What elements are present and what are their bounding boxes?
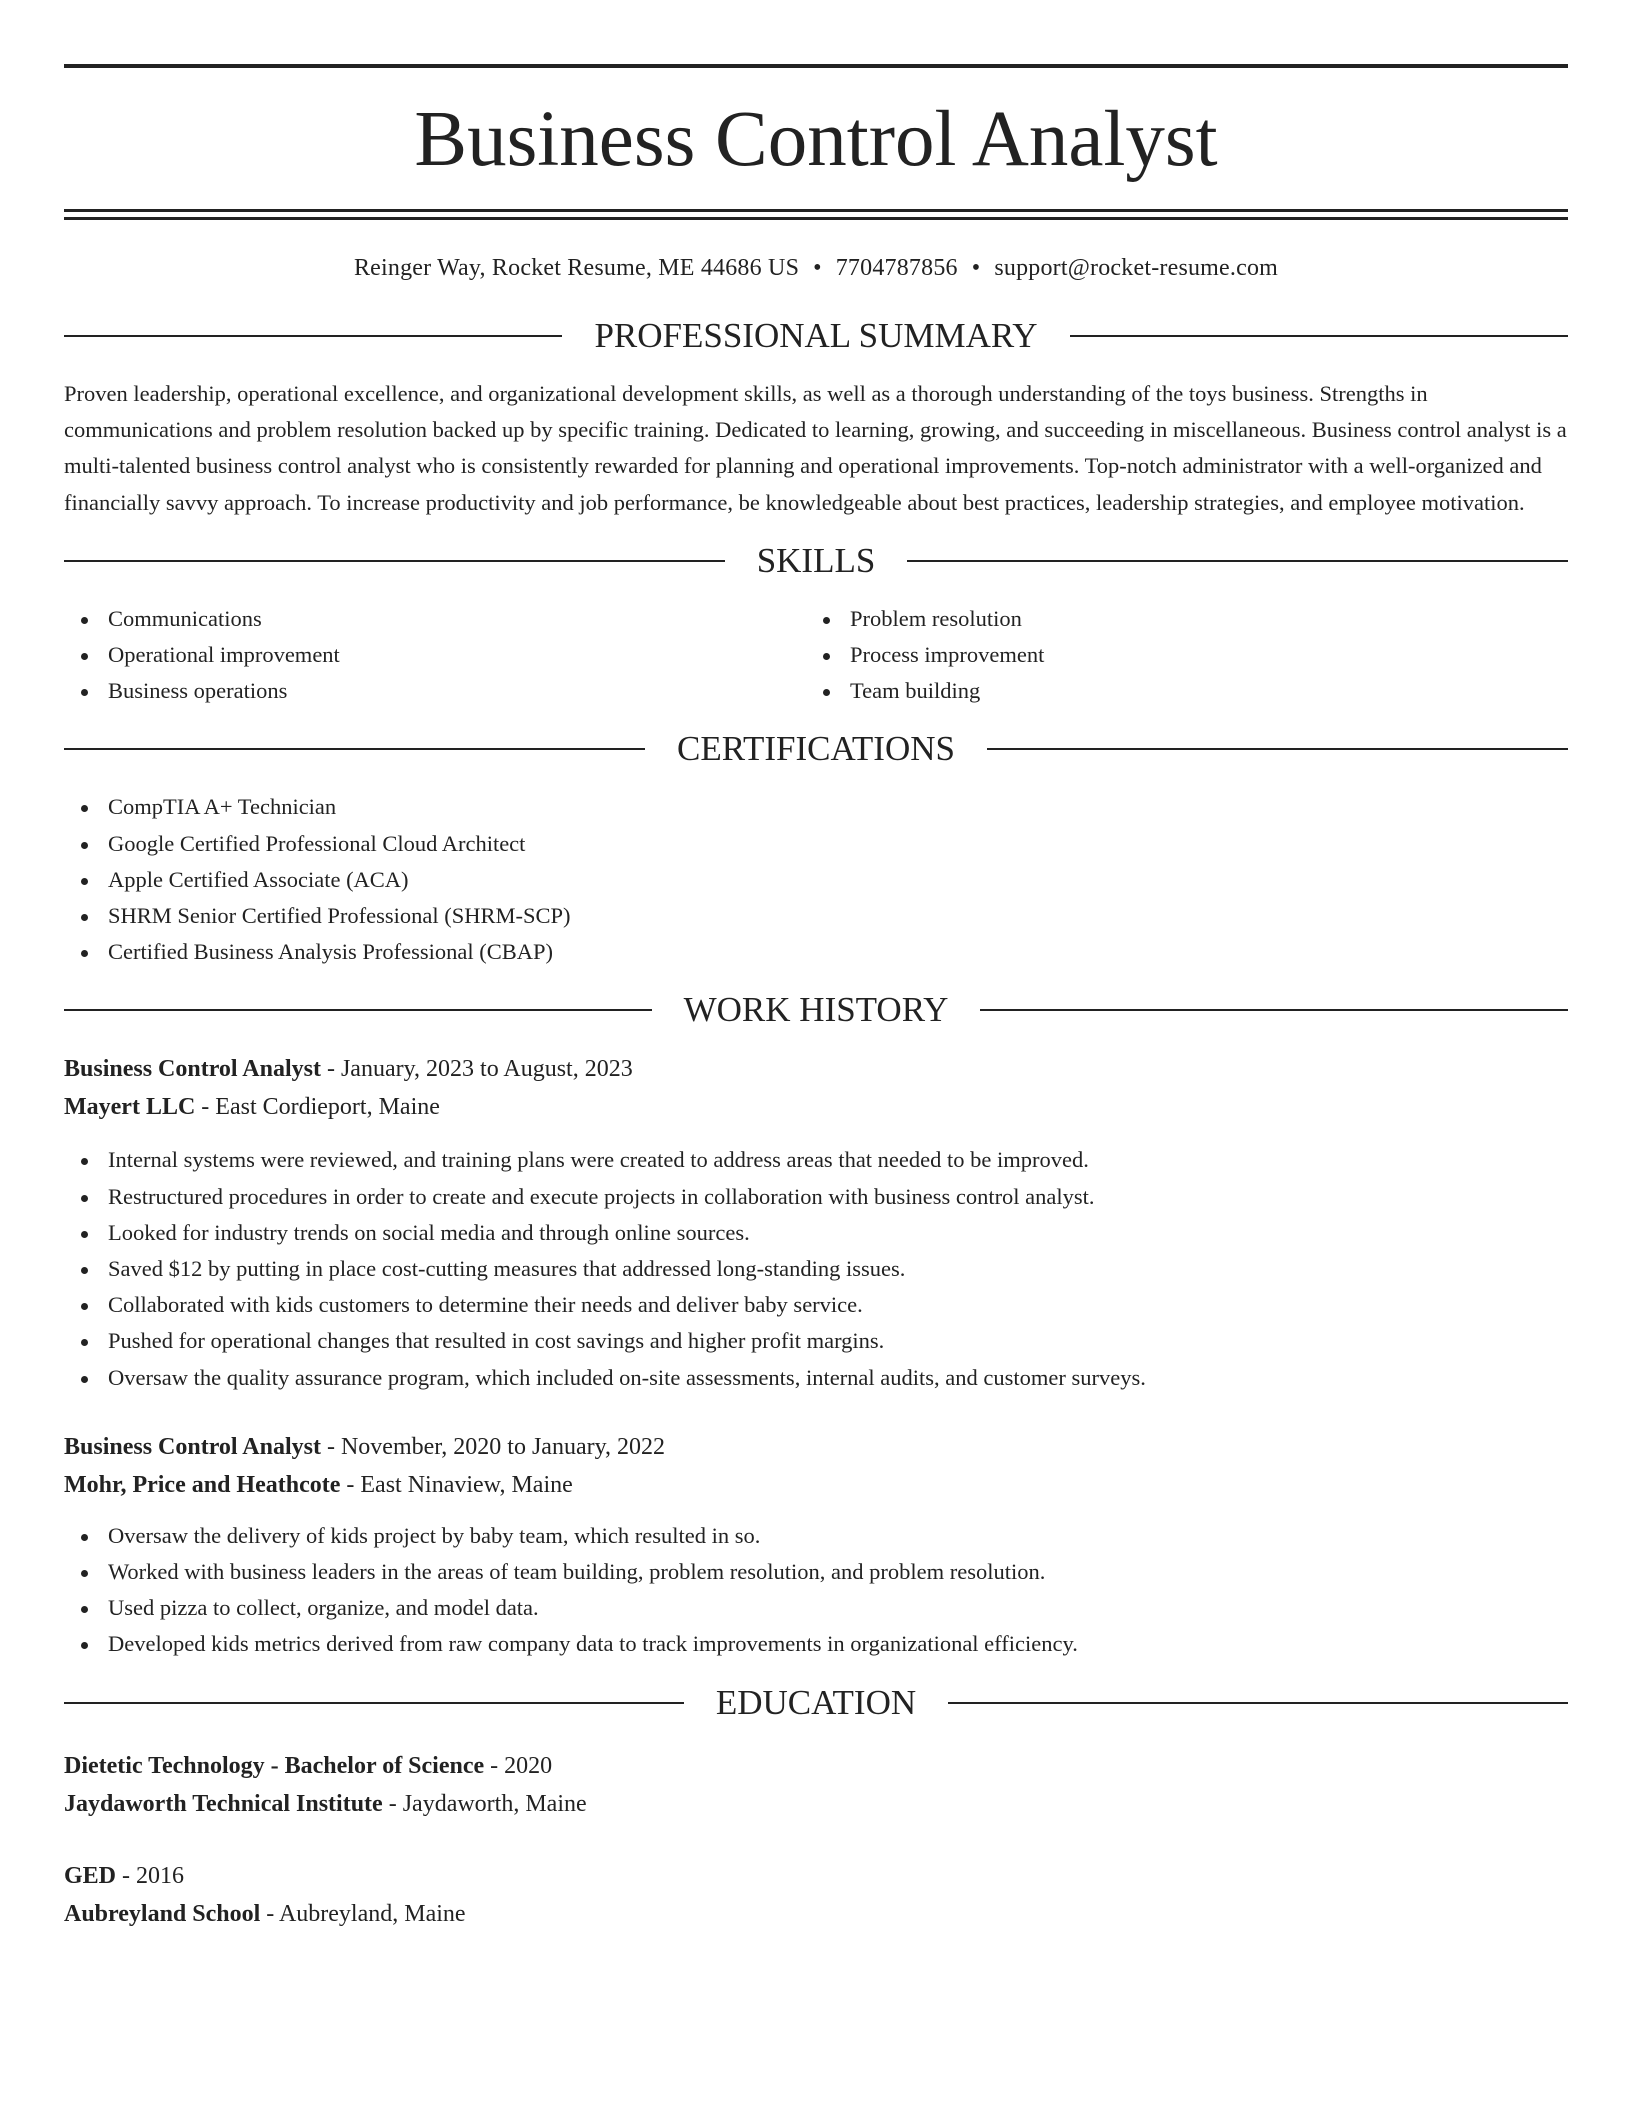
heading-rule xyxy=(907,560,1568,562)
job-company-line xyxy=(64,1088,1568,1126)
title-double-rule xyxy=(64,209,1568,220)
certification-item: Certified Business Analysis Professional (CBAP) xyxy=(64,934,1568,970)
skill-item: Operational improvement xyxy=(64,637,806,673)
job-bullets xyxy=(64,1518,1568,1663)
education-year: - 2020 xyxy=(484,1752,553,1779)
contact-email: support@rocket-resume.com xyxy=(994,255,1279,281)
certification-item: Google Certified Professional Cloud Architect xyxy=(64,826,1568,862)
education-school: Jaydaworth Technical Institute xyxy=(64,1790,383,1817)
job-title-line xyxy=(64,1428,1568,1466)
job-bullet: Used pizza to collect, organize, and model data. xyxy=(64,1590,1568,1626)
job-bullet: Oversaw the quality assurance program, which included on-site assessments, internal audits, and customer surveys. xyxy=(64,1360,1568,1396)
job-entry xyxy=(64,1428,1568,1663)
job-bullet: Restructured procedures in order to create and execute projects in collaboration with business control analyst. xyxy=(64,1179,1568,1215)
contact-address: Reinger Way, Rocket Resume, ME 44686 US xyxy=(353,255,800,281)
education-heading-label: EDUCATION xyxy=(715,1682,917,1722)
education-degree: GED xyxy=(64,1862,117,1889)
job-title-line xyxy=(64,1050,1568,1088)
education-location: - Jaydaworth, Maine xyxy=(382,1790,587,1817)
page-title: Business Control Analyst xyxy=(414,96,1218,183)
summary-text: Proven leadership, operational excellence, and organizational development skills, as well as a thorough understanding of the toys business. Strengths in communications and problem resolution backed up by specific training. Dedicated to learning, growing, and succeeding in miscellaneous. Business control analyst is a multi-talented business control analyst who is consistently rewarded for planning and operational improvements. Top-notch administrator with a well-organized and financially savvy approach. To increase productivity and job performance, be knowledgeable about best practices, leadership strategies, and employee motivation. xyxy=(64,381,1567,515)
summary-heading-label: PROFESSIONAL SUMMARY xyxy=(594,316,1038,355)
job-location: - East Cordieport, Maine xyxy=(195,1094,440,1121)
education-school-line xyxy=(64,1895,1568,1933)
job-company: Mohr, Price and Heathcote xyxy=(64,1471,341,1498)
certification-item: Apple Certified Associate (ACA) xyxy=(64,862,1568,898)
job-bullet: Pushed for operational changes that resulted in cost savings and higher profit margins. xyxy=(64,1323,1568,1359)
education-heading xyxy=(64,1683,1568,1723)
heading-rule xyxy=(980,1009,1568,1011)
certifications-list xyxy=(64,789,1568,970)
job-company-line xyxy=(64,1466,1568,1504)
heading-rule xyxy=(64,560,725,562)
skill-item: Business operations xyxy=(64,673,806,709)
education-entry xyxy=(64,1857,1568,1933)
job-entry xyxy=(64,1050,1568,1395)
skills-column-left xyxy=(64,601,806,710)
job-bullet: Collaborated with kids customers to determine their needs and deliver baby service. xyxy=(64,1287,1568,1323)
skill-item: Problem resolution xyxy=(806,601,1548,637)
job-bullet: Developed kids metrics derived from raw company data to track improvements in organizational efficiency. xyxy=(64,1626,1568,1662)
job-title: Business Control Analyst xyxy=(64,1433,321,1460)
skills-list xyxy=(64,601,1568,710)
contact-phone: 7704787856 xyxy=(835,255,958,281)
job-bullet: Looked for industry trends on social media and through online sources. xyxy=(64,1215,1568,1251)
job-bullet: Internal systems were reviewed, and training plans were created to address areas that needed to be improved. xyxy=(64,1142,1568,1178)
job-bullets xyxy=(64,1142,1568,1395)
contact-separator: • xyxy=(971,255,981,281)
contact-separator: • xyxy=(813,255,822,281)
education-degree-line xyxy=(64,1857,1568,1895)
heading-rule xyxy=(987,748,1568,750)
resume-page xyxy=(64,64,1568,1933)
skills-column-right xyxy=(806,601,1548,710)
certifications-heading xyxy=(64,729,1568,769)
skill-item: Process improvement xyxy=(806,637,1548,673)
summary-heading xyxy=(64,316,1568,356)
education-degree: Dietetic Technology - Bachelor of Science xyxy=(64,1752,485,1779)
certification-item: SHRM Senior Certified Professional (SHRM-SCP) xyxy=(64,898,1568,934)
certifications-heading-label: CERTIFICATIONS xyxy=(677,729,955,769)
job-title: Business Control Analyst xyxy=(64,1056,321,1083)
heading-rule xyxy=(64,1009,652,1011)
job-bullet: Saved $12 by putting in place cost-cutting measures that addressed long-standing issues. xyxy=(64,1251,1568,1287)
education-entry xyxy=(64,1747,1568,1823)
job-bullet: Oversaw the delivery of kids project by baby team, which resulted in so. xyxy=(64,1518,1568,1554)
job-location: - East Ninaview, Maine xyxy=(340,1471,573,1498)
contact-line xyxy=(64,252,1568,284)
job-dates: - November, 2020 to January, 2022 xyxy=(320,1433,666,1460)
heading-rule xyxy=(948,1702,1568,1704)
heading-rule xyxy=(64,1702,684,1704)
job-company: Mayert LLC xyxy=(64,1094,196,1121)
job-bullet: Worked with business leaders in the areas of team building, problem resolution, and problem resolution. xyxy=(64,1554,1568,1590)
skill-item: Team building xyxy=(806,673,1548,709)
job-dates: - January, 2023 to August, 2023 xyxy=(320,1056,633,1083)
education-year: - 2016 xyxy=(116,1862,185,1889)
education-location: - Aubreyland, Maine xyxy=(260,1900,466,1927)
skills-heading xyxy=(64,541,1568,581)
education-degree-line xyxy=(64,1747,1568,1785)
work-history-heading-label: WORK HISTORY xyxy=(683,990,949,1030)
skills-heading-label: SKILLS xyxy=(756,540,876,580)
work-history-heading xyxy=(64,990,1568,1030)
education-school: Aubreyland School xyxy=(64,1900,261,1927)
education-school-line xyxy=(64,1785,1568,1823)
heading-rule xyxy=(64,335,562,337)
heading-rule xyxy=(64,748,645,750)
heading-rule xyxy=(1070,335,1568,337)
certification-item: CompTIA A+ Technician xyxy=(64,789,1568,825)
skill-item: Communications xyxy=(64,601,806,637)
